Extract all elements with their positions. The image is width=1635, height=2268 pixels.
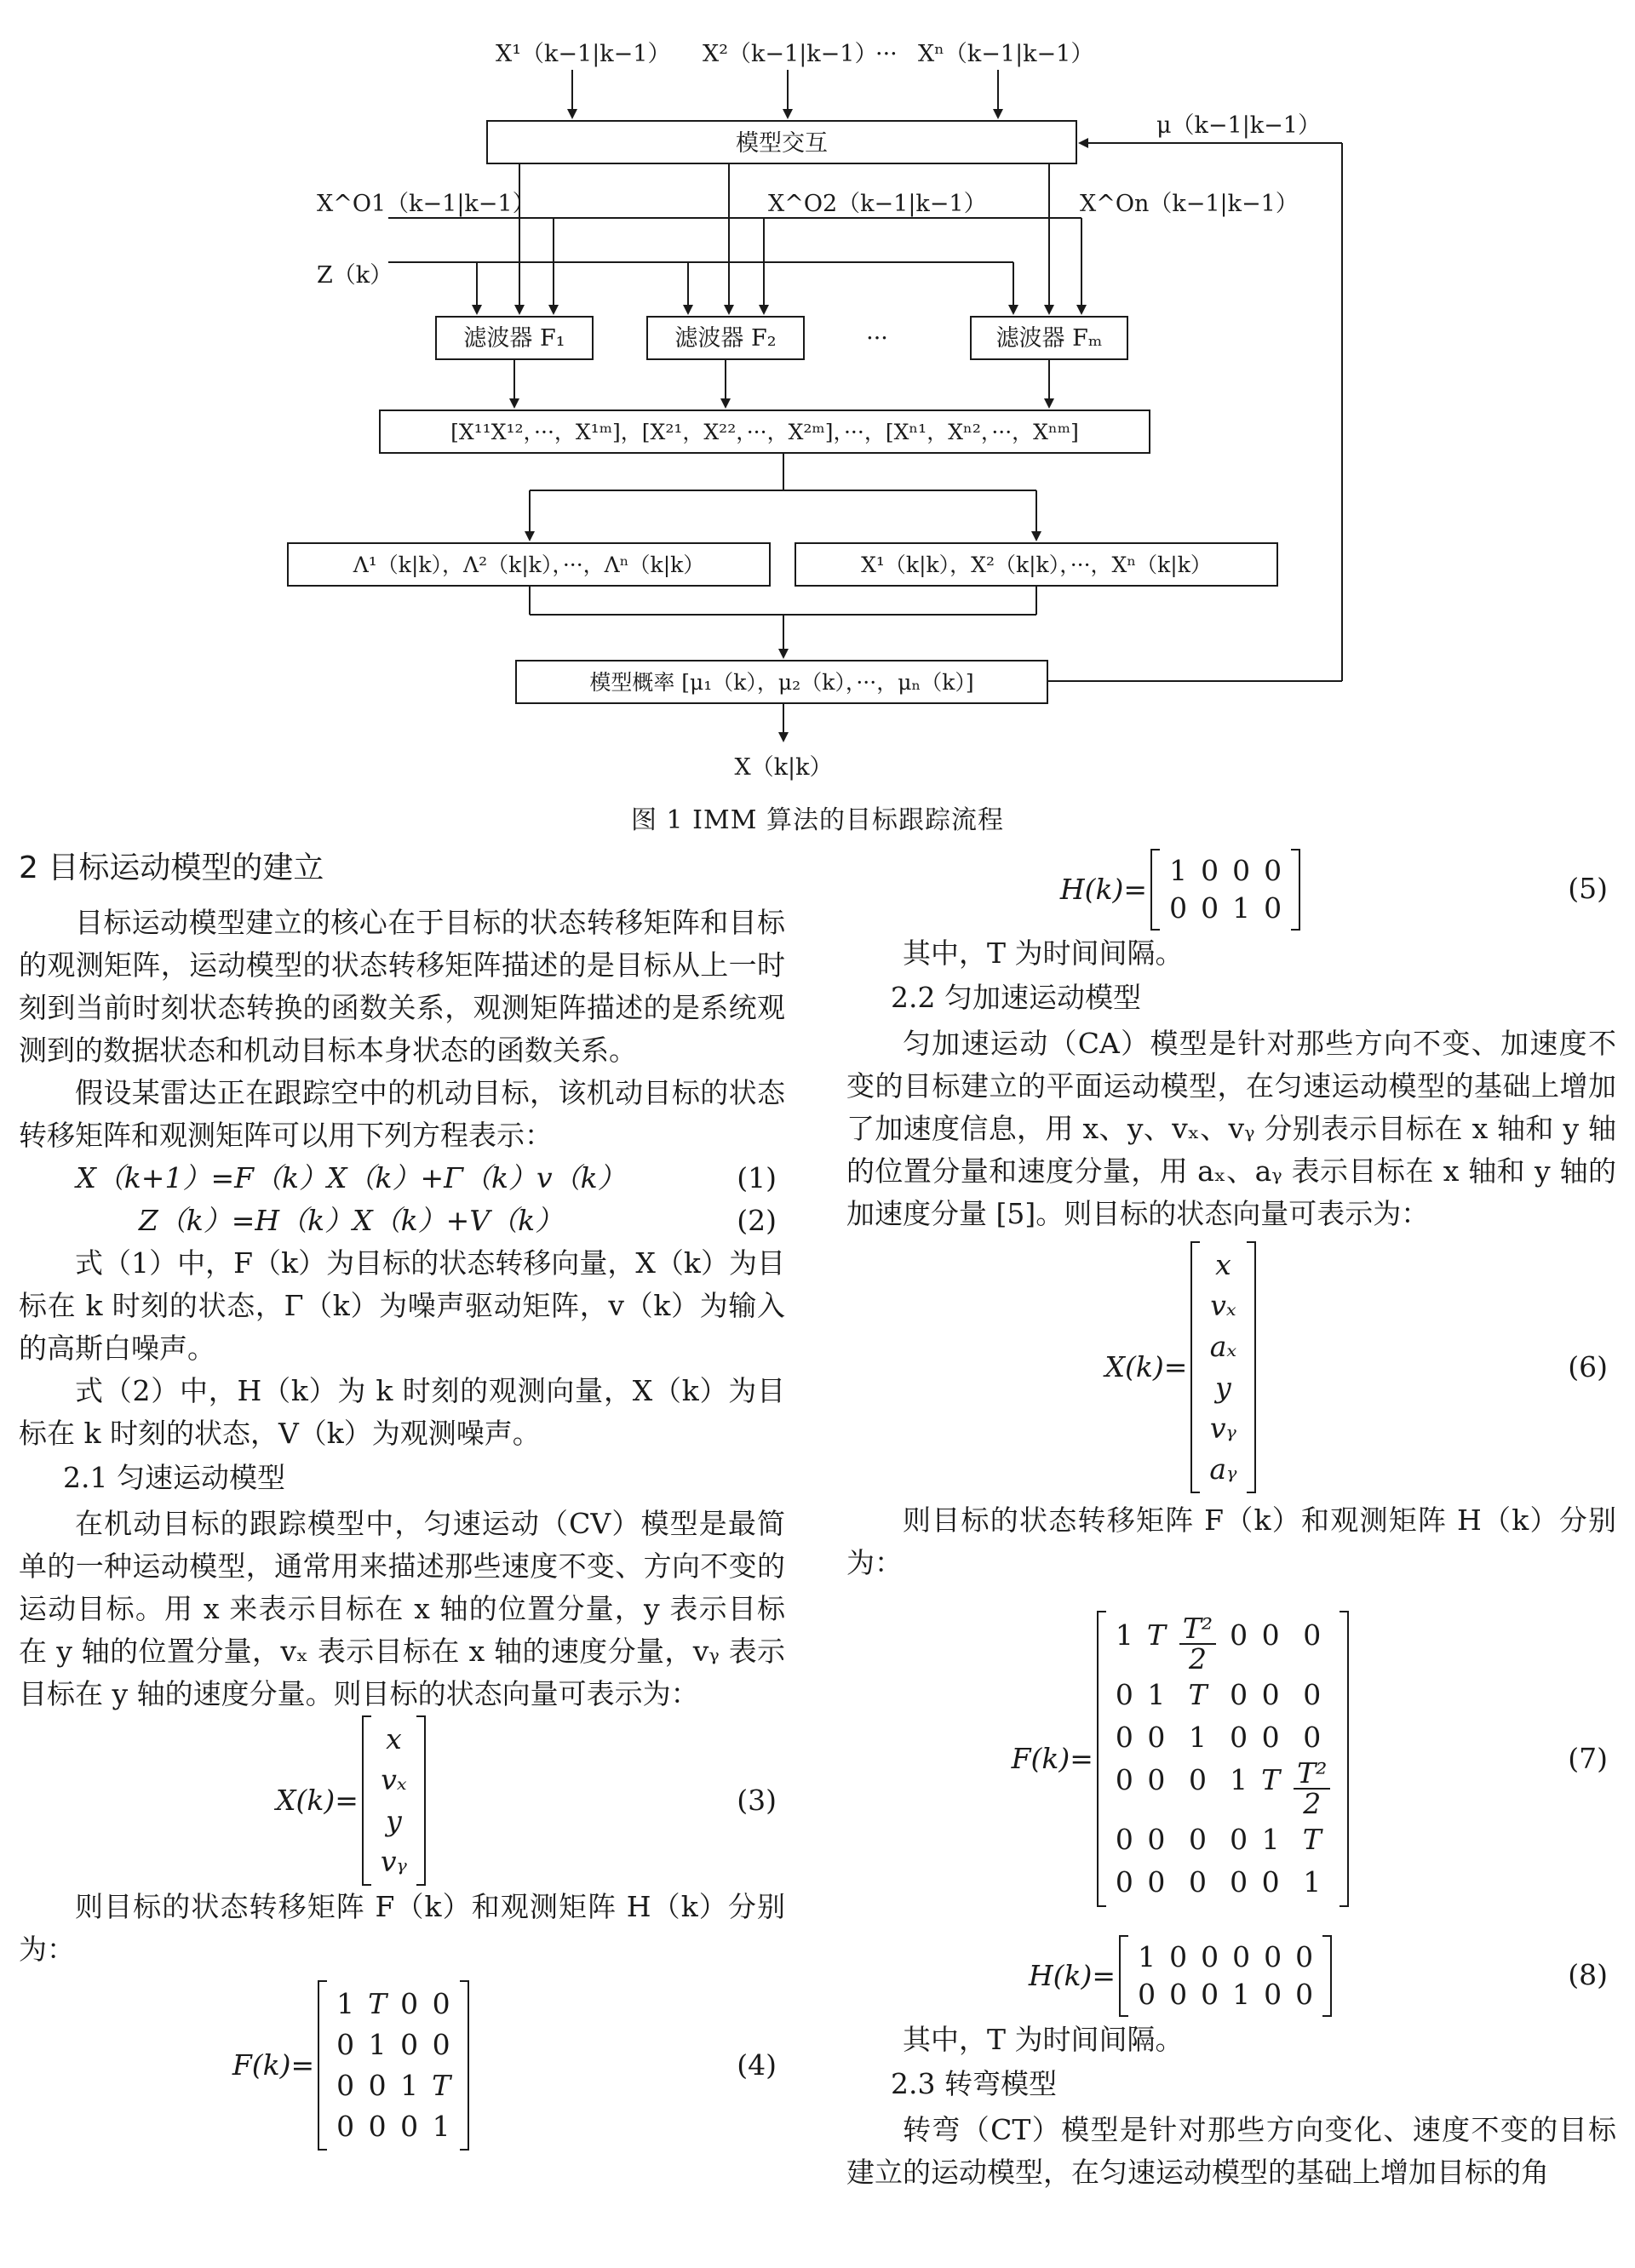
state-vector: [1190, 1241, 1255, 1493]
matrix-cell: 0: [1230, 1823, 1248, 1856]
matrix-cell: vᵧ: [380, 1845, 407, 1878]
matrix-cell: 1: [1147, 1678, 1166, 1711]
equation-5: H(k)= 1 0 0 0 0 0 1 0 (5): [846, 847, 1616, 932]
matrix-cell: x: [386, 1722, 402, 1755]
matrix-cell: 0: [1201, 1978, 1219, 2011]
paragraph: 则目标的状态转移矩阵 F（k）和观测矩阵 H（k）分别为：: [846, 1503, 1616, 1579]
subsection-title: 2.2 匀加速运动模型: [891, 981, 1141, 1014]
matrix-cell: 1: [368, 2028, 387, 2061]
matrix-cell: 0: [1115, 1823, 1133, 1856]
paragraph: 式（2）中，H（k）为 k 时刻的观测向量，X（k）为目标在 k 时刻的状态，V（k）为观测噪声。: [19, 1374, 785, 1450]
matrix-cell: 0: [1147, 1823, 1166, 1856]
mix-box-label: 模型交互: [736, 130, 828, 157]
matrix-cell: 0: [1303, 1678, 1322, 1711]
matrix-cell: 0: [432, 2028, 450, 2061]
paragraph: 其中，T 为时间间隔。: [903, 2023, 1184, 2056]
matrix-cell: 0: [1147, 1865, 1166, 1899]
matrix-cell: 0: [1230, 1721, 1248, 1754]
matrix-cell: 0: [1147, 1721, 1166, 1754]
matrix-cell: 0: [1264, 1978, 1282, 2011]
xo-label-1: X^O1（k−1|k−1）: [317, 191, 536, 217]
matrix-cell: 0: [1115, 1865, 1133, 1899]
matrix-cell: $\frac{\text{T²}}{2}$: [1287, 1759, 1337, 1818]
xo-label-2: X^O2（k−1|k−1）: [768, 191, 987, 217]
mu-feedback-label: μ（k−1|k−1）: [1156, 112, 1321, 139]
matrix-cell: 0: [1295, 1978, 1314, 2011]
matrix-cell: 0: [1261, 1678, 1280, 1711]
imm-flow-diagram: [0, 0, 1635, 796]
matrix-cell: T: [1302, 1823, 1322, 1856]
matrix-cell: vᵧ: [1209, 1412, 1236, 1445]
equation-6: X(k)= x vₓ aₓ y vᵧ aᵧ (6): [846, 1235, 1616, 1499]
matrix-cell: 1: [1230, 1763, 1248, 1796]
matrix-cell: 0: [1264, 1940, 1282, 1973]
matrix-cell: T: [432, 2069, 451, 2102]
matrix-cell: T: [368, 1987, 387, 2020]
matrix-cell: 0: [1230, 1865, 1248, 1899]
matrix-cell: T: [1146, 1618, 1166, 1652]
matrix-cell: 0: [1115, 1678, 1133, 1711]
state-matrix-label: [X¹¹X¹²，···，X¹ᵐ]，[X²¹，X²²，···，X²ᵐ]，···，[Xⁿ¹，Xⁿ²，···，Xⁿᵐ]: [450, 420, 1079, 444]
likelihood-label: Λ¹（k|k），Λ²（k|k），···，Λⁿ（k|k）: [353, 553, 705, 577]
matrix-cell: 1: [1115, 1618, 1133, 1652]
equation-3: X(k)= x vₓ y vᵧ (3): [19, 1715, 785, 1886]
matrix-cell: 1: [1189, 1721, 1208, 1754]
paragraph: 其中，T 为时间间隔。: [903, 936, 1184, 970]
xo-label-n: X^On（k−1|k−1）: [1080, 191, 1299, 217]
input-label-2: X²（k−1|k−1）: [703, 41, 878, 67]
figure-caption: 图 1 IMM 算法的目标跟踪流程: [631, 805, 1004, 835]
matrix-cell: 1: [1232, 891, 1251, 925]
matrix: [1119, 1935, 1332, 2017]
matrix-cell: 0: [1303, 1618, 1322, 1652]
filter-label-1: 滤波器 F₁: [463, 325, 565, 352]
matrix-cell: 0: [400, 1987, 419, 2020]
matrix-cell: 0: [432, 1987, 450, 2020]
filter-label-2: 滤波器 F₂: [674, 325, 777, 352]
matrix-cell: 0: [1230, 1678, 1248, 1711]
paragraph: 目标运动模型建立的核心在于目标的状态转移矩阵和目标的观测矩阵，运动模型的状态转移矩阵描述的是目标从上一时刻到当前时刻状态转换的函数关系，观测矩阵描述的是系统观测到的数据状态和机动目标本身状态的函数关系。: [19, 906, 785, 1067]
z-label: Z（k）: [317, 262, 393, 289]
matrix-cell: 0: [1115, 1721, 1133, 1754]
matrix-cell: 0: [1201, 854, 1219, 887]
matrix-cell: 0: [1232, 854, 1251, 887]
matrix-cell: 0: [1230, 1618, 1248, 1652]
equation-7: F(k)= 1 T $\frac{\text{T²}}{2}$ 0 0 0 0 1 T 0 0 0 0 0 1 0 0 0 0 0 0 1 T $\frac{\text{T²}}{2}$ 0 0 0 0 1 T 0 0 0 0 0 1 (7): [846, 1584, 1616, 1933]
matrix-cell: 0: [1115, 1763, 1133, 1796]
matrix-cell: 0: [400, 2028, 419, 2061]
matrix-cell: 0: [1147, 1763, 1166, 1796]
equation-2: Z（k）=H（k）X（k）+V（k） (2): [138, 1204, 777, 1237]
section-title: 2 目标运动模型的建立: [19, 850, 324, 885]
matrix-cell: 1: [1232, 1978, 1251, 2011]
matrix-cell: 0: [1201, 1940, 1219, 1973]
model-probability-label: 模型概率 [μ₁（k），μ₂（k），···，μₙ（k）]: [589, 670, 974, 695]
matrix-cell: aᵧ: [1209, 1452, 1237, 1486]
matrix-cell: 1: [1169, 854, 1188, 887]
matrix: [1150, 849, 1300, 931]
matrix-cell: 0: [1295, 1940, 1314, 1973]
matrix-cell: 0: [1189, 1823, 1208, 1856]
matrix-cell: 0: [336, 2110, 355, 2143]
matrix-cell: T: [1188, 1678, 1208, 1711]
matrix-cell: 0: [1169, 1940, 1188, 1973]
matrix-cell: 1: [336, 1987, 355, 2020]
paragraph: 在机动目标的跟踪模型中，匀速运动（CV）模型是最简单的一种运动模型，通常用来描述那些速度不变、方向不变的运动目标。用 x 来表示目标在 x 轴的位置分量，y 表示目标在 y 轴的位置分量，vₓ 表示目标在 x 轴的速度分量，vᵧ 表示目标在 y 轴的速度分量。则目标的状态向量可表示为：: [19, 1507, 785, 1710]
paragraph: 匀加速运动（CA）模型是针对那些方向不变、加速度不变的目标建立的平面运动模型，在匀速运动模型的基础上增加了加速度信息，用 x、y、vₓ、vᵧ 分别表示目标在 x 轴和 y 轴的位置分量和速度分量，用 aₓ、aᵧ 表示目标在 x 轴和 y 轴的加速度分量 [5]。则目标的状态向量可表示为：: [846, 1027, 1616, 1230]
matrix-cell: $\frac{\text{T²}}{2}$: [1173, 1614, 1223, 1674]
matrix: [318, 1980, 469, 2151]
matrix-cell: 1: [400, 2069, 419, 2102]
matrix-cell: 0: [368, 2110, 387, 2143]
matrix-cell: 0: [1303, 1721, 1322, 1754]
matrix-cell: 0: [1169, 1978, 1188, 2011]
matrix-cell: 0: [1232, 1940, 1251, 1973]
matrix-cell: 0: [1261, 1618, 1280, 1652]
matrix-cell: 0: [1201, 891, 1219, 925]
left-column: [19, 847, 785, 2155]
matrix-cell: 0: [1189, 1763, 1208, 1796]
matrix-cell: 1: [1261, 1823, 1280, 1856]
matrix-cell: vₓ: [381, 1763, 407, 1796]
matrix-cell: 0: [336, 2069, 355, 2102]
matrix-cell: 0: [1264, 891, 1282, 925]
matrix-cell: 0: [336, 2028, 355, 2061]
matrix-cell: 0: [1261, 1865, 1280, 1899]
paragraph: 假设某雷达正在跟踪空中的机动目标，该机动目标的状态转移矩阵和观测矩阵可以用下列方程表示：: [19, 1076, 785, 1152]
input-label-1: X¹（k−1|k−1）: [496, 41, 671, 67]
matrix-cell: y: [386, 1804, 402, 1837]
subsection-title: 2.1 匀速运动模型: [63, 1461, 285, 1494]
output-label: X（k|k）: [734, 754, 833, 781]
subsection-title: 2.3 转弯模型: [891, 2067, 1057, 2100]
paragraph: 则目标的状态转移矩阵 F（k）和观测矩阵 H（k）分别为：: [19, 1890, 785, 1966]
equation-4: F(k)= 1 T 0 0 0 1 0 0 0 0 1 T 0 0 0 1 (4): [19, 1976, 785, 2155]
paragraph: 转弯（CT）模型是针对那些方向变化、速度不变的目标建立的运动模型，在匀速运动模型的基础上增加目标的角: [846, 2113, 1616, 2189]
matrix-cell: T: [1261, 1763, 1281, 1796]
paragraph: 式（1）中，F（k）为目标的状态转移向量，X（k）为目标在 k 时刻的状态，Γ（k）为噪声驱动矩阵，v（k）为输入的高斯白噪声。: [19, 1246, 785, 1365]
matrix-cell: 1: [432, 2110, 450, 2143]
matrix-cell: vₓ: [1210, 1289, 1236, 1322]
filter-ellipsis: ···: [866, 325, 888, 352]
matrix-cell: 0: [1169, 891, 1188, 925]
matrix-cell: 0: [1261, 1721, 1280, 1754]
matrix-cell: 1: [1138, 1940, 1156, 1973]
right-column: [846, 847, 1616, 2194]
matrix: [1097, 1611, 1350, 1907]
matrix-cell: 0: [1138, 1978, 1156, 2011]
state-vector: [362, 1715, 426, 1886]
input-label-n: Xⁿ（k−1|k−1）: [918, 41, 1094, 67]
matrix-cell: y: [1215, 1371, 1231, 1404]
matrix-cell: x: [1215, 1248, 1231, 1281]
matrix-cell: 0: [400, 2110, 419, 2143]
input-ellipsis: ···: [875, 41, 898, 67]
state-estimate-label: X¹（k|k），X²（k|k），···，Xⁿ（k|k）: [861, 553, 1212, 577]
matrix-cell: 0: [368, 2069, 387, 2102]
matrix-cell: 0: [1189, 1865, 1208, 1899]
matrix-cell: aₓ: [1209, 1330, 1237, 1363]
equation-8: H(k)= 1 0 0 0 0 0 0 0 0 1 0 0 (8): [846, 1933, 1616, 2019]
equation-1: X（k+1）=F（k）X（k）+Γ（k）v（k） (1): [76, 1161, 777, 1194]
matrix-cell: 0: [1264, 854, 1282, 887]
matrix-cell: 1: [1303, 1865, 1322, 1899]
filter-label-m: 滤波器 Fₘ: [995, 325, 1103, 352]
